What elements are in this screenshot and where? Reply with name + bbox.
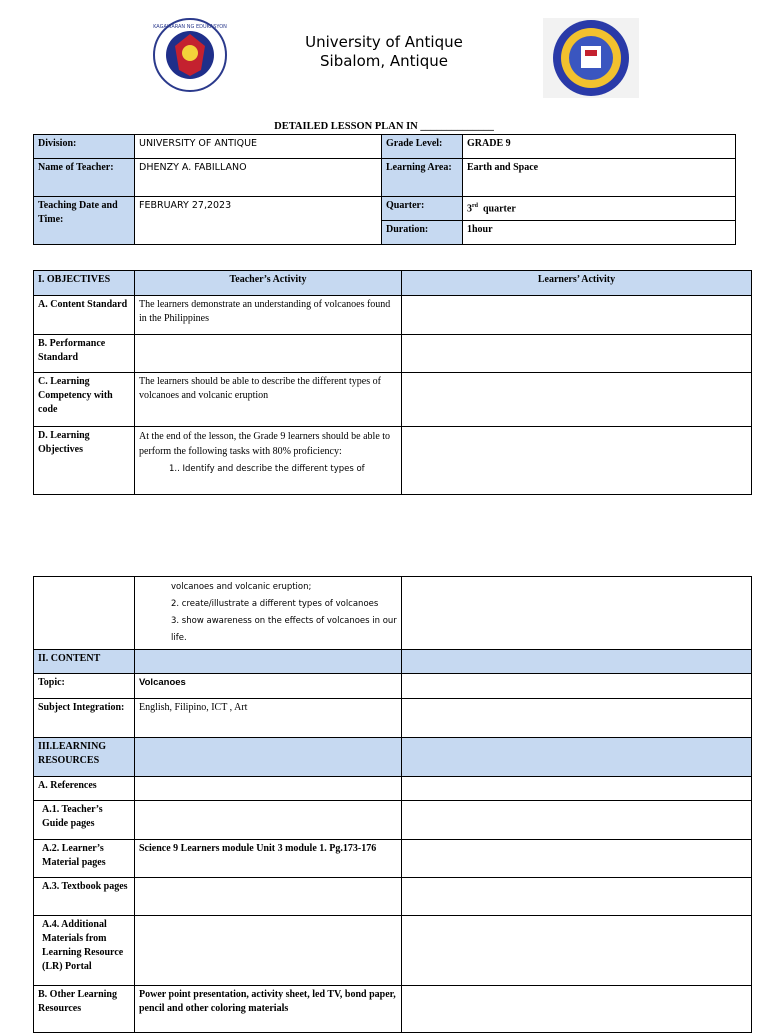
grade-value: GRADE 9 bbox=[463, 135, 736, 159]
competency-learner bbox=[402, 373, 752, 427]
objectives-continued bbox=[135, 577, 402, 650]
topic-value: Volcanoes bbox=[135, 674, 402, 699]
content-table bbox=[33, 576, 752, 1033]
deped-seal bbox=[153, 18, 227, 92]
learning-objectives-label: D. Learning Objectives bbox=[34, 427, 135, 495]
content-standard-learner bbox=[402, 296, 752, 335]
objective-line-3: 3. show awareness on the effects of volcanoes in our life. bbox=[171, 616, 397, 643]
division-value: UNIVERSITY OF ANTIQUE bbox=[135, 135, 382, 159]
objectives-table bbox=[33, 270, 752, 495]
teacher-activity-head: Teacher’s Activity bbox=[135, 271, 402, 296]
content-head: II. CONTENT bbox=[34, 650, 135, 674]
competency-text: The learners should be able to describe the different types of volcanoes and volcanic eruption bbox=[135, 373, 402, 427]
quarter-value: 3rd quarter bbox=[463, 197, 736, 221]
learning-objectives-text: At the end of the lesson, the Grade 9 learners should be able to perform the following tasks with 80% proficiency: 1.. Identify and describe the different types of bbox=[135, 427, 402, 495]
date-value: FEBRUARY 27,2023 bbox=[135, 197, 382, 245]
topic-label: Topic: bbox=[34, 674, 135, 699]
teacher-guide-label: A.1. Teacher’s Guide pages bbox=[34, 801, 135, 840]
plan-title: DETAILED LESSON PLAN IN ______________ bbox=[274, 121, 494, 132]
references-label: A. References bbox=[34, 777, 135, 801]
objective-line-2: 2. create/illustrate a different types of volcanoes bbox=[171, 599, 379, 609]
division-label: Division: bbox=[34, 135, 135, 159]
date-label: Teaching Date and Time: bbox=[34, 197, 135, 245]
performance-standard-label: B. Performance Standard bbox=[34, 335, 135, 373]
university-location: Sibalom, Antique bbox=[320, 52, 448, 70]
competency-label: C. Learning Competency with code bbox=[34, 373, 135, 427]
continued-learner bbox=[402, 577, 752, 650]
teacher-value: DHENZY A. FABILLANO bbox=[135, 159, 382, 197]
grade-label: Grade Level: bbox=[382, 135, 463, 159]
learning-objectives-learner bbox=[402, 427, 752, 495]
integration-label: Subject Integration: bbox=[34, 699, 135, 738]
other-resources-label: B. Other Learning Resources bbox=[34, 986, 135, 1033]
area-value: Earth and Space bbox=[463, 159, 736, 197]
learner-activity-head: Learners’ Activity bbox=[402, 271, 752, 296]
objective-line-1: volcanoes and volcanic eruption; bbox=[171, 582, 312, 592]
continued-label bbox=[34, 577, 135, 650]
info-table bbox=[33, 134, 736, 245]
university-name: University of Antique bbox=[305, 33, 463, 51]
content-standard-label: A. Content Standard bbox=[34, 296, 135, 335]
performance-standard-learner bbox=[402, 335, 752, 373]
textbook-label: A.3. Textbook pages bbox=[34, 878, 135, 916]
resources-head: III.LEARNING RESOURCES bbox=[34, 738, 135, 777]
learner-material-value: Science 9 Learners module Unit 3 module 1. Pg.173-176 bbox=[135, 840, 402, 878]
objectives-head: I. OBJECTIVES bbox=[34, 271, 135, 296]
content-standard-text: The learners demonstrate an understanding of volcanoes found in the Philippines bbox=[135, 296, 402, 335]
duration-label: Duration: bbox=[382, 221, 463, 245]
teacher-label: Name of Teacher: bbox=[34, 159, 135, 197]
learner-material-label: A.2. Learner’s Material pages bbox=[34, 840, 135, 878]
university-seal bbox=[543, 18, 639, 98]
quarter-label: Quarter: bbox=[382, 197, 463, 221]
svg-text:KAGAWARAN NG EDUKASYON: KAGAWARAN NG EDUKASYON bbox=[153, 24, 227, 30]
performance-standard-text bbox=[135, 335, 402, 373]
other-resources-value: Power point presentation, activity sheet, led TV, bond paper, pencil and other coloring materials bbox=[135, 986, 402, 1033]
duration-value: 1hour bbox=[463, 221, 736, 245]
area-label: Learning Area: bbox=[382, 159, 463, 197]
additional-materials-label: A.4. Additional Materials from Learning Resource (LR) Portal bbox=[34, 916, 135, 986]
objective-item-1: 1.. Identify and describe the different types of bbox=[169, 464, 365, 474]
integration-value: English, Filipino, ICT , Art bbox=[135, 699, 402, 738]
